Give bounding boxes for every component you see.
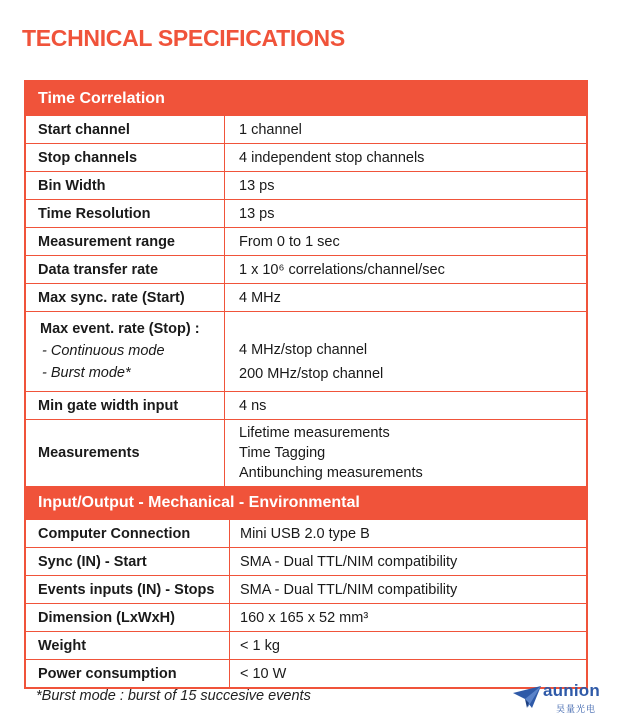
table-row [26,659,586,687]
spec-value: < 10 W [240,665,287,682]
continuous-mode-value: 4 MHz/stop channel [239,342,368,358]
spec-value: SMA - Dual TTL/NIM compatibility [240,581,458,598]
table-row [26,171,586,199]
page-title: TECHNICAL SPECIFICATIONS [22,25,345,51]
table-row [26,391,586,419]
spec-value: From 0 to 1 sec [239,233,340,250]
spec-label: Max sync. rate (Start) [26,284,225,311]
spec-label: Min gate width input [26,392,225,419]
spec-value: 160 x 165 x 52 mm³ [240,609,369,626]
table-row [26,603,586,631]
spec-value: 13 ps [239,205,275,222]
footnote: *Burst mode : burst of 15 succesive events [36,688,311,704]
logo-subtitle: 昊量光电 [556,705,597,715]
spec-value: 4 independent stop channels [239,149,425,166]
spec-value: 4 MHz [239,289,281,306]
spec-value: SMA - Dual TTL/NIM compatibility [240,553,458,570]
spec-label: Stop channels [26,144,225,171]
table-row [26,547,586,575]
spec-label: Power consumption [26,660,230,687]
spec-label [26,312,225,391]
spec-label: Data transfer rate [26,256,225,283]
spec-value [225,420,586,486]
table-row [26,575,586,603]
spec-value: 13 ps [239,177,275,194]
section-heading-io-mechanical: Input/Output - Mechanical - Environmental [26,486,586,520]
spec-value: Mini USB 2.0 type B [240,525,370,542]
measurement-item: Antibunching measurements [239,465,423,481]
aunion-logo [512,680,612,716]
paper-plane-icon [512,684,542,710]
spec-label: Start channel [26,116,225,143]
section-heading-time-correlation: Time Correlation [26,82,586,116]
spec-label: Measurements [26,420,225,486]
spec-label: Sync (IN) - Start [26,548,230,575]
table-row [26,116,586,143]
spec-label: Bin Width [26,172,225,199]
spec-value: 1 x 10⁶ correlations/channel/sec [239,261,445,278]
table-row [26,520,586,547]
spec-label: Computer Connection [26,520,230,547]
table-row-event-rate [26,311,586,391]
table-row-measurements [26,419,586,486]
spec-value: 4 ns [239,397,267,414]
table-row [26,143,586,171]
spec-label: Events inputs (IN) - Stops [26,576,230,603]
continuous-mode-label: - Continuous mode [42,343,165,359]
burst-mode-label: - Burst mode* [42,365,131,381]
spec-label: Time Resolution [26,200,225,227]
table-row [26,255,586,283]
measurement-item: Lifetime measurements [239,425,390,441]
burst-mode-value: 200 MHz/stop channel [239,366,384,382]
table-row [26,199,586,227]
spec-value: 1 channel [239,121,302,138]
spec-label: Dimension (LxWxH) [26,604,230,631]
measurement-item: Time Tagging [239,445,326,461]
table-row [26,283,586,311]
spec-label: Measurement range [26,228,225,255]
logo-name: aunion [543,681,600,700]
spec-value: < 1 kg [240,637,280,654]
table-row [26,631,586,659]
spec-value [225,312,586,391]
spec-table [24,80,588,689]
event-rate-label: Max event. rate (Stop) : [40,321,200,337]
table-row [26,227,586,255]
spec-label: Weight [26,632,230,659]
